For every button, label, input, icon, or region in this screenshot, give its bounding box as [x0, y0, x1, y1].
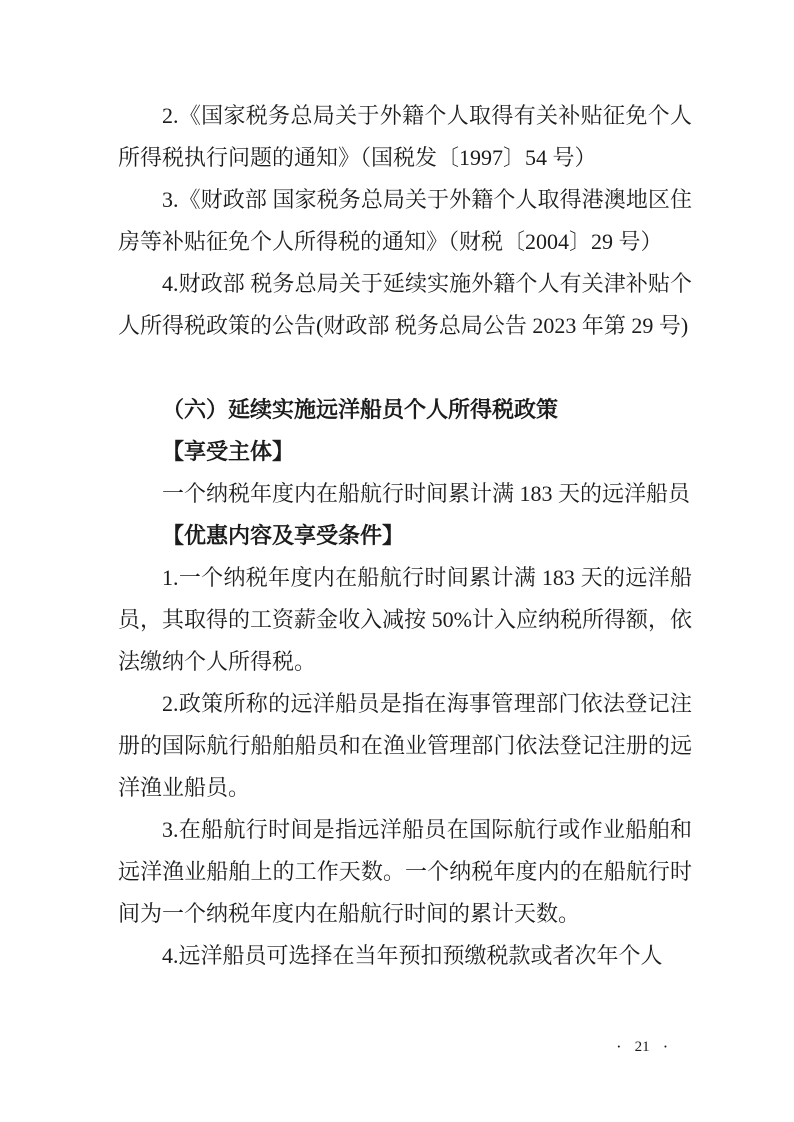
benefit-item-1: 1.一个纳税年度内在船航行时间累计满 183 天的远洋船员，其取得的工资薪金收入减按 50%计入应纳税所得额，依法缴纳个人所得税。 [118, 565, 692, 674]
document-body [118, 95, 692, 977]
footer-dot-right: · [662, 1037, 669, 1056]
reference-item-4: 4.财政部 税务总局关于延续实施外籍个人有关津补贴个人所得税政策的公告(财政部 税务总局公告 2023 年第 29 号) [118, 271, 692, 338]
subject-text: 一个纳税年度内在船航行时间累计满 183 天的远洋船员 [162, 481, 691, 506]
benefit-item-4-partial: 4.远洋船员可选择在当年预扣预缴税款或者次年个人 [162, 943, 663, 968]
footer-dot-left: · [616, 1037, 622, 1056]
benefit-item-3: 3.在船航行时间是指远洋船员在国际航行或作业船舶和远洋渔业船舶上的工作天数。一个纳税年度内的在船航行时间为一个纳税年度内在船航行时间的累计天数。 [118, 817, 692, 926]
reference-item-3: 3.《财政部 国家税务总局关于外籍个人取得港澳地区住房等补贴征免个人所得税的通知》（财税〔2004〕29 号） [118, 187, 692, 254]
benefit-item-2: 2.政策所称的远洋船员是指在海事管理部门依法登记注册的国际航行船舶船员和在渔业管理部门依法登记注册的远洋渔业船员。 [118, 691, 692, 800]
benefit-conditions-heading: 【优惠内容及享受条件】 [162, 523, 405, 548]
subject-heading: 【享受主体】 [162, 439, 295, 464]
page-footer [616, 1036, 668, 1058]
page-number: 21 [634, 1039, 650, 1055]
section-heading: （六）延续实施远洋船员个人所得税政策 [162, 397, 559, 422]
reference-item-2: 2.《国家税务总局关于外籍个人取得有关补贴征免个人所得税执行问题的通知》（国税发〔1997〕54 号） [118, 103, 692, 170]
